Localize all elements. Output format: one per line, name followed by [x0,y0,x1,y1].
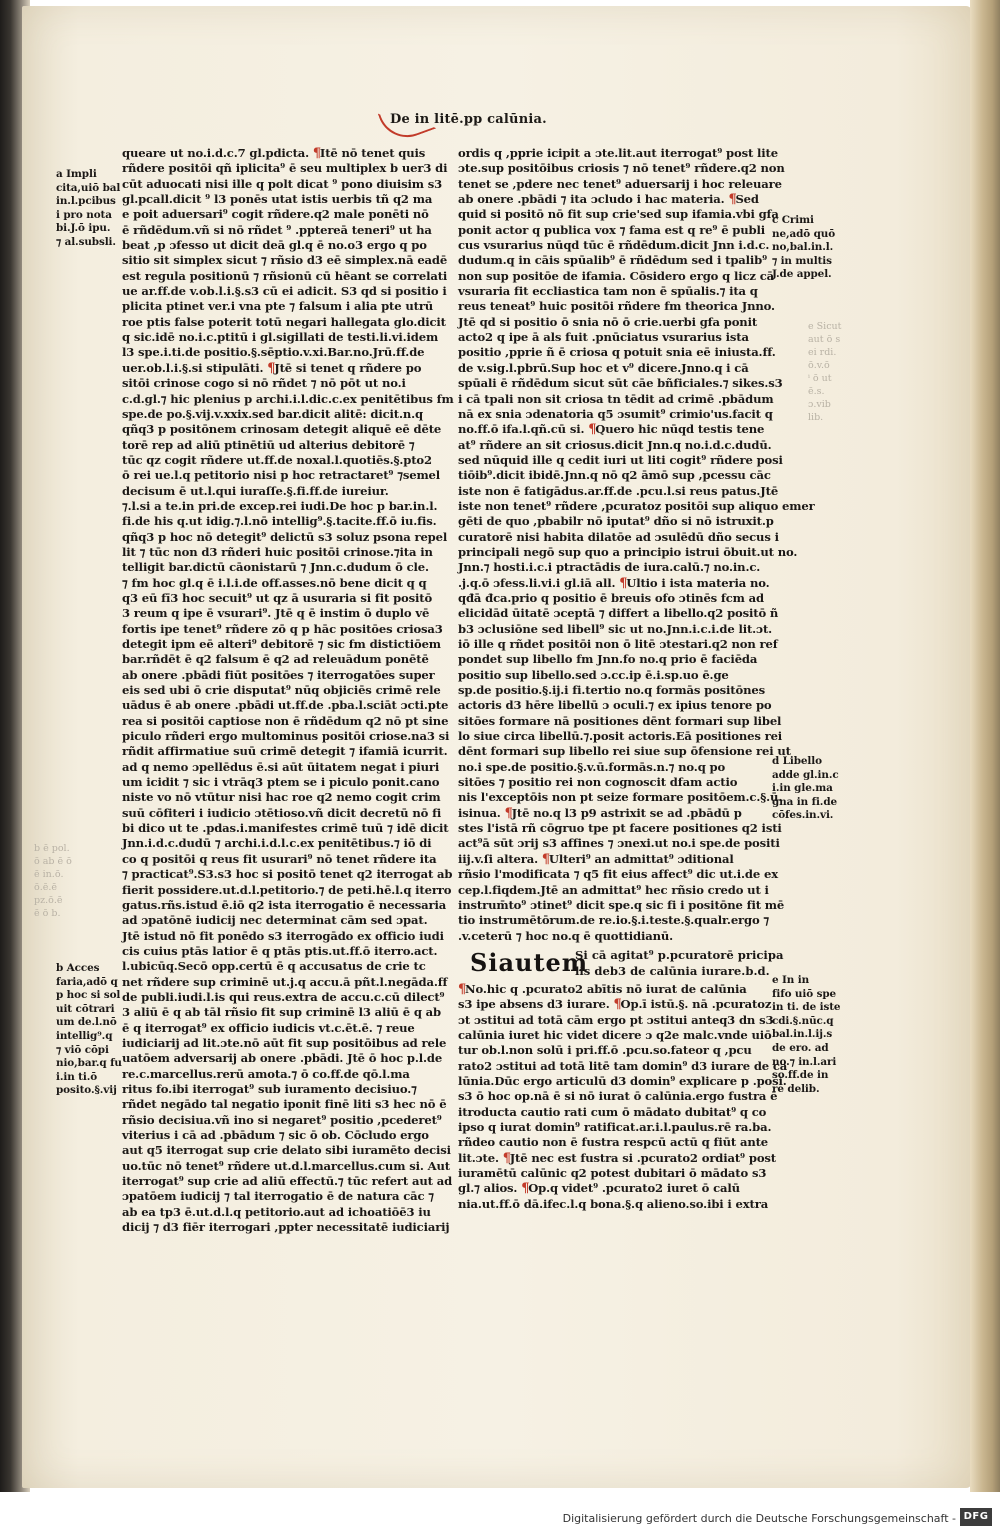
text-line: positio ,pprie ñ ē criosa q potuit snia eē iniusta.ff. [458,345,776,360]
text-line: actoris d3 hēre libellū ɔ oculi.⁊ ex ipius tenore po [458,698,772,713]
text-line: l.ubicūq.Secō opp.certū ē q accusatus de crie tc [122,959,426,974]
gloss-line: in.l.pcibus [56,195,116,208]
text-line: nia.ut.ff.ō dā.ifec.l.q bona.§.q alieno.so.ibi i extra [458,1196,769,1211]
gloss-line: a Impli [56,168,97,180]
text-line: fi.de his q.ut idig.⁊.l.nō intellig⁹.§.tacite.ff.ō iu.fis. [122,514,437,529]
text-line: tiōib⁹.dicit ibidē.Jnn.q nō q2 āmō sup ,pcessu cāc [458,468,771,483]
text-line: uādus ē ab onere .pbādi ut.ff.de .pba.l.sciāt ɔcti.pte [122,698,449,713]
text-line: iuramētū calūnic q2 potest dubitari ō mādato s3 [458,1166,767,1180]
text-line: ō rei ue.l.q petitorio nisi p hoc retractaret⁹ ⁊semel [122,468,441,483]
text-line: Jnn.i.d.c.dudū ⁊ archi.i.d.l.c.ex penitētibus.⁊ iō di [122,836,432,851]
text-line: rñdeo cautio non ē fustra respcū actū q fiūt ante [458,1135,769,1150]
text-line: Jtē istud nō fit ponēdo s3 iterrogādo ex officio iudi [122,928,444,943]
gloss-line: b ē pol. [34,843,70,854]
text-line: aut q5 iterrogat sup crie delato sibi iuramēto decisi [122,1143,451,1158]
text-line: ab ea tp3 ē.ut.d.l.q petitorio.aut ad ichoatiōē3 iu [122,1204,431,1219]
text-line: ue ar.ff.de v.ob.l.i.§.s3 cū ei adicit. S3 qd si positio i [122,284,447,299]
gloss-line: pz.ō.ē [34,895,63,906]
text-line: 3 aliū ē q ab tāl rñsio fit sup criminē l3 aliū ē q ab [122,1005,441,1020]
gloss-line: faria,adō q [56,975,118,988]
text-line: ɔte.sup positōibus criosis ⁊ nō tenet⁹ rñdere.q2 non [458,161,785,176]
text-line: e poit aduersari⁹ cogit rñdere.q2 male ponēti nō [122,207,429,222]
text-line: i cā tpali non sit criosa tn tēdit ad crimē .pbādum [458,391,774,406]
gloss-line: adde gl.in.c [772,768,839,781]
section-initial-heading: Siautem [470,948,589,978]
rubric-paragraph-mark [313,148,320,160]
text-line: at⁹ rñdere an sit criosus.dicit Jnn.q no.i.d.c.dudū. [458,437,772,452]
text-line: detegit ipm eē alteri⁹ debitorē ⁊ sic fm distictiōem [122,637,441,651]
gloss-line: J.de appel. [772,268,832,281]
text-line: itroducta cautio rati cum ō mādato dubitat⁹ q co [458,1104,767,1119]
text-line: l3 spe.i.ti.de positio.§.sēptio.v.xi.Bar.no.Jrū.ff.de [122,345,425,360]
bleed-through-note-right [808,320,868,424]
text-line: iste non tenet⁹ rñdere ,pcuratoz positōi sup aliquo emer [458,498,815,513]
gloss-line: ē.s. [808,386,825,397]
text-line: qñq3 p hoc nō detegit⁹ delictū s3 soluz psona repel [122,529,448,544]
text-line: beat ,p ɔfesso ut dicit deā gl.q ē no.o3 ergo q po [122,238,427,253]
text-line: lit ⁊ tūc non d3 rñderi huic positōi crinose.⁊ita in [122,544,433,559]
text-line: dēnt formari sup libello rei siue sup ōfensione rei ut [458,744,791,759]
gloss-line: ⁱ ō ut [808,373,832,384]
text-line: s3 ipe absens d3 iurare. ¶Op.ī istū.§. nā .pcuratoz [458,997,770,1012]
text-line: Jtē qd si positio ō snia nō ō crie.uerbi gfa ponit [458,314,758,329]
gloss-line: ē in.ō. [34,869,64,880]
section-heading-line: Si cā agitat⁹ p.pcuratorē pricipa [575,948,784,963]
text-line: um icidit ⁊ sic i vtrāq3 ptem se i piculo ponit.cano [122,775,440,790]
text-line: spe.de po.§.vij.v.xxix.sed bar.dicit alitē: dicit.n.q [122,406,423,421]
text-line: cep.l.fiqdem.Jtē an admittat⁹ hec rñsio credo ut i [458,882,769,897]
text-column-left [122,146,454,1235]
gloss-line: so.ff.de in [772,1069,829,1082]
text-line: gatus.rñs.istud ē.iō q2 ista iterrogatio ē necessaria [122,897,447,912]
gloss-line: ē ō b. [34,908,61,919]
gloss-line: no,bal.in.l. [772,241,834,254]
marginal-gloss-c [772,214,858,282]
text-line: dudum.q in cāis spūalib⁹ ē rñdēdum sed i tpalib⁹ [458,253,768,268]
text-line: dicij ⁊ d3 fiēr iterrogari ,ppter necessitatē iudiciarij [122,1220,450,1235]
text-line: stes l'istā rñ cōgruo tpe pt facere positiones q2 isti [458,821,782,836]
gloss-line: bi.J.ō ipu. [56,222,111,235]
text-line: calūnia iuret hic videt dicere ɔ q2e malc.vnde uiō [458,1027,772,1042]
text-line: .j.q.ō ɔfess.li.vi.i gl.iā all. ¶Ultio i ista materia no. [458,576,770,591]
text-line: uatōem adversarij ab onere .pbādi. Jtē ō hoc p.l.de [122,1051,443,1066]
running-head [390,112,590,134]
text-line: ipso q iurat domin⁹ ratificat.ar.i.l.paulus.rē ra.ba. [458,1119,772,1134]
gloss-line: lib. [808,412,824,423]
text-line: reus teneat⁹ huic positōi rñdere fm theorica Jnno. [458,299,775,314]
gloss-line: e In in [772,974,810,986]
text-line: sitōes formare nā positiones dēnt formari sup libel [458,713,782,728]
gloss-line: c Crimi [772,214,814,226]
gloss-line: ō.ē.ē [34,882,58,893]
gloss-line: ei rdi. [808,347,837,358]
text-line: s3 ō hoc op.nā ē si nō iurat ō calūnia.ergo fustra ē [458,1089,778,1104]
text-line: de publi.iudi.l.is qui reus.extra de accu.c.cū dilect⁹ [122,989,445,1004]
gloss-line: uit cōtrari [56,1002,115,1015]
gloss-line: cdi.§.nūc.q [772,1014,834,1027]
text-line: telligit bar.dictū cāonistarū ⁊ Jnn.c.dudum ō cle. [122,560,429,575]
text-line: ad q nemo ɔpellēdus ē.si aūt ūitatem negat i piuri [122,759,440,774]
text-line: ⁊ practicat⁹.S3.s3 hoc si positō tenet q2 iterrogat ab [122,867,453,882]
rubric-paragraph-mark [542,854,549,866]
text-line: gēti de quo ,pbabilr nō iputat⁹ dño si nō istruxit.p [458,514,774,529]
text-line: viterius i cā ad .pbādum ⁊ sic ō ob. Cōcludo ergo [122,1128,429,1142]
gloss-line: intellig⁹.q [56,1029,113,1042]
text-line: rñsio l'modificata ⁊ q5 fit eius affect⁹ dic ut.i.de ex [458,867,778,882]
rubric-paragraph-mark [505,808,512,820]
text-line: cis cuius ptās latior ē q ptās ptis.ut.ff.ō iterro.act. [122,943,438,958]
text-line: cus vsurarius nūqd tūc ē rñdēdum.dicit Jnn i.d.c. [458,238,770,253]
gloss-line: aut ō s [808,334,841,345]
text-line: sitio sit simplex sicut ⁊ rñsio d3 eē simplex.nā eadē [122,253,448,268]
section-heading-summary [575,948,784,979]
text-line: rea si positōi captiose non ē rñdēdum q2 nō pt sine [122,713,449,728]
gloss-line: ɔ.vib [808,399,831,410]
text-line: .v.ceterū ⁊ hoc no.q ē quottidianū. [458,928,674,943]
text-line: tenet se ,pdere nec tenet⁹ aduersarij i hoc releuare [458,176,782,191]
text-line: ab onere .pbādi ⁊ ita ɔcludo i hac materia. ¶Sed [458,192,770,207]
text-line: de v.sig.l.pbrū.Sup hoc et v⁹ dicere.Jnno.q i cā [458,360,749,375]
text-line: ¶No.hic q .pcurato2 abītis nō iurat de calūnia [458,982,770,997]
gloss-line: ⁊ viō cōpi [56,1043,109,1056]
text-line: suū cōfiteri i iudicio ɔtētioso.vñ dicit decretū nō fi [122,805,442,820]
gloss-line: d Libello [772,755,822,767]
text-line: piculo rñderi ergo multominus positōi criose.na3 si [122,729,450,744]
gloss-line: posito.§.vij [56,1084,117,1097]
text-line: iudiciarij ad lit.ɔte.nō aūt fit sup positōibus ad rele [122,1035,447,1050]
gloss-line: re delib. [772,1082,820,1095]
text-line: nā ex snia ɔdenatoria q5 ɔsumit⁹ crimio'us.facit q [458,406,773,421]
text-line: iij.v.ſi altera. ¶Ulteri⁹ an admittat⁹ ɔditional [458,852,770,867]
gloss-line: b Acces [56,962,100,974]
text-line: ⁊ fm hoc gl.q ē i.l.i.de off.asses.nō bene dicit q q [122,575,427,590]
gloss-line: cōfes.in.vi. [772,809,834,822]
text-line: uer.ob.l.i.§.si stipulāti. ¶Jtē si tenet q rñdere po [122,361,434,376]
text-line: net rñdere sup criminē ut.j.q accu.ā pñt.l.negāda.ff [122,974,448,989]
marginal-gloss-d [772,755,858,823]
text-line: non sup positōe de ifamia. Cōsidero ergo q licz cā [458,268,774,283]
text-line: rato2 ɔstitui ad totā litē tam domin⁹ d3 iurare de ca [458,1058,788,1073]
gloss-line: ō ab ē ō [34,856,72,867]
text-line: q3 eū fī3 hoc secuit⁹ ut qz ā usuraria si fit positō [122,590,433,605]
text-line: eis sed ubi ō crie disputat⁹ nūq objiciēs crimē rele [122,683,441,698]
text-line: ordis q ,pprie icipit a ɔte.lit.aut iterrogat⁹ post lite [458,146,778,160]
text-line: lit.ɔte. ¶Jtē nec est fustra si .pcurato2 ordiat⁹ post [458,1151,770,1166]
text-line: niste vo nō vtūtur nisi hac roe q2 nemo cogit crim [122,790,441,805]
funding-credit-text: Digitalisierung gefördert durch die Deutsche Forschungsgemeinschaft - [562,1512,956,1525]
text-line: ponit actor q publica vox ⁊ fama est q re⁹ ē publi [458,222,766,237]
text-line: qđā đca.prio q positio ē breuis ofo ɔtinēs fcm ad [458,590,765,605]
text-line: quid si positō nō fit sup crie'sed sup ifamia.vbi gfa [458,207,779,222]
gloss-line: ō.v.ō [808,360,830,371]
text-line: tio instrumētōrum.de re.io.§.i.teste.§.qualr.ergo ⁊ [458,913,770,928]
text-line: bi dico ut te .pdas.i.manifestes crimē tuū ⁊ idē dicit [122,821,449,836]
text-line: rñdere positōi qñ iplicita⁹ ē seu multiplex b uer3 di [122,161,448,176]
gloss-line: um de.l.nō [56,1016,117,1029]
text-line: vsuraria fit eccliastica tam non ē spūalis.⁊ ita q [458,284,758,299]
rubric-paragraph-mark [458,984,465,996]
text-line: lūnia.Dūc ergo articulū d3 domin⁹ explicare p .posi. [458,1073,787,1088]
text-line: fortis ipe tenet⁹ rñdere zō q p hāc positōes criosa3 [122,621,443,636]
gloss-line: i.in gle.ma [772,782,833,795]
text-line: torē rep ad aliū ptinētiū ud alterius debitorē ⁊ [122,437,415,452]
text-line: pondet sup libello fm Jnn.fo no.q prio ē faciēda [458,652,758,667]
text-line: plicita ptinet ver.i vna pte ⁊ falsum i alia pte utrū [122,299,434,314]
rubric-paragraph-mark [614,999,621,1011]
text-line: elicidād ūitatē ɔceptā ⁊ differt a libello.q2 positō ñ [458,606,779,621]
text-line: tūc qz cogit rñdere ut.ff.de noxal.l.quotiēs.§.pto2 [122,452,432,467]
running-head-text: De in litē.pp calūnia. [390,112,547,127]
marginal-gloss-b [56,962,122,1098]
text-line: bar.rñdēt ē q2 falsum ē q2 ad releuādum ponētē [122,652,429,667]
gloss-line: de ero. ad [772,1041,829,1054]
text-line: rñsio decisiua.vñ ino si negaret⁹ positio ,pcederet⁹ [122,1112,442,1127]
text-line: principali negō sup quo a principio istrui ōbuit.ut no. [458,544,798,559]
text-line: iste non ē fatigādus.ar.ff.de .pcu.l.si reus patus.Jtē [458,483,779,498]
text-line: gl.pcall.dicit ⁹ l3 ponēs utat istis uerbis tñ q2 ma [122,192,433,207]
text-line: est regula positionū ⁊ rñsionū cū hēant se correlati [122,268,448,283]
text-line: ritus fo.ibi iterrogat⁹ sub iuramento decisiuo.⁊ [122,1081,417,1096]
text-line: ab onere .pbādi fiūt positōes ⁊ iterrogatōes super [122,667,435,682]
marginal-gloss-e [772,974,858,1096]
text-line: act⁹ā sūt ɔrij s3 affines ⁊ ɔnexi.ut no.i spe.de positi [458,836,780,851]
text-line: b3 ɔclusiōne sed libell⁹ sic ut no.Jnn.i.c.i.de lit.ɔt. [458,621,773,636]
text-line: fierit possidere.ut.d.l.petitorio.⁊ de peti.hē.l.q iterro [122,882,452,897]
text-line: qñq3 p positōnem crinosam detegit aliquē eē dēte [122,422,442,437]
gloss-line: cita,uiō bal [56,181,121,194]
rubric-paragraph-mark [267,363,274,375]
text-line: ē rñdēdum.vñ si nō rñdet ⁹ .pptereā teneri⁹ ut ha [122,222,432,237]
text-line: sitōes ⁊ positio rei non cognoscit dfam actio [458,775,738,790]
text-line: decisum ē ut.l.qui iuraſſe.§.fi.ff.de iureiur. [122,483,389,498]
text-line: queare ut no.i.d.c.7 gl.pdicta. ¶Itē nō tenet quis [122,146,434,161]
gloss-line: i.in ti.ō [56,1070,98,1083]
bleed-through-note-left [34,842,104,920]
text-line: gl.⁊ alios. ¶Op.q videt⁹ .pcurato2 iuret ō calū [458,1181,770,1196]
text-line: ē q iterrogat⁹ ex officio iudicis vt.c.ēt.ē. ⁊ reue [122,1020,415,1035]
gloss-line: in ti. de iste [772,1001,841,1014]
text-line: sitōi crinose cogo si nō rñdet ⁊ nō pōt ut no.i [122,376,406,391]
text-line: sed nūquid ille q cedit iuri ut liti cogit⁹ rñdere posi [458,452,783,467]
text-line: ɔpatōem iudicij ⁊ tal iterrogatio ē de natura cāc ⁊ [122,1189,434,1204]
gloss-line: nio,bar.q fu [56,1057,122,1070]
gloss-line: ne,adō quō [772,227,836,240]
text-line: iō ille q rñdet positōi non ō litē ɔtestari.q2 non ref [458,637,778,651]
rubric-paragraph-mark [503,1153,510,1165]
gloss-line: p hoc si sol [56,989,121,1002]
text-line: rñdet negādo tal negatio iponit finē liti s3 hec nō ē [122,1097,447,1112]
text-line: 3 reum q ipe ē vsurari⁹. Jtē q ē instim ō duplo vē [122,606,430,621]
rubric-paragraph-mark [521,1183,528,1195]
text-line: no.i spe.de positio.§.v.ū.formās.n.⁊ no.q po [458,759,726,774]
text-line: rñdit affirmatiue suū crimē detegit ⁊ ifamiā icurrit. [122,744,448,759]
gloss-line: gna in fi.de [772,795,837,808]
rubric-paragraph-mark [619,578,626,590]
text-line: q sic.idē no.i.c.ptitū i gl.sigillati de testi.li.vi.idem [122,330,439,345]
gloss-line: i pro nota [56,208,112,221]
section-heading-line: lis deb3 de calūnia iurare.b.d. [575,963,770,978]
text-line: tur ob.l.non solū i pri.ff.ō .pcu.so.fateor q ,pcu [458,1043,752,1058]
text-line: cūt aduocati nisi ille q polt dicat ⁹ pono diuisim s3 [122,176,443,191]
text-line: re.c.marcellus.rerū amota.⁊ ō co.ff.de qō.l.ma [122,1066,410,1081]
text-line: lo siue circa libellū.⁊.posit actoris.Eā positiones rei [458,729,783,744]
text-line: sp.de positio.§.ij.i fi.tertio no.q formās positōnes [458,683,765,698]
dfg-logo: DFG [960,1508,992,1526]
text-line: spūali ē rñdēdum sicut sūt cāe bñficiales.⁊ sikes.s3 [458,376,783,391]
gloss-line: e Sicut [808,321,842,332]
gloss-line: ⁊ in multis [772,254,832,267]
text-line: co q positōi q reus fit usurari⁹ nō tenet rñdere ita [122,851,437,866]
gloss-line: ⁊ al.subsli. [56,235,116,248]
rubric-paragraph-mark [588,424,595,436]
text-line: isinua. ¶Jtē no.q l3 p9 astrixit se ad .pbādū p [458,806,770,821]
text-line: ad ɔpatōnē iudicij nec determinat cām sed ɔpat. [122,913,428,928]
rubric-paragraph-mark [728,194,735,206]
marginal-gloss-a [56,168,121,250]
text-line: nis l'exceptōis non pt seize formare positōem.c.§.ū. [458,790,783,805]
text-line: Jnn.⁊ hosti.i.c.i ptractādis de iura.calū.⁊ no.in.c. [458,560,761,575]
text-line: acto2 q ipe ā als fuit .pnūciatus vsurarius ista [458,330,749,345]
text-line: curatorē nisi habita dilatōe ad ɔsulēdū dño secus i [458,529,779,544]
text-line: no.ff.ō ifa.l.qñ.cū si. ¶Quero hic nūqd testis tene [458,422,770,437]
text-line: roe ptis false poterit totū negari hallegata glo.dicit [122,314,446,329]
text-line: c.d.gl.⁊ hic plenius p archi.i.l.dic.c.ex penitētibus fm [122,391,454,406]
text-line: positio sup libello.sed ɔ.cc.ip ē.i.sp.uo ē.ge [458,667,729,682]
text-line: ⁊.l.si a te.in pri.de excep.rei iudi.De hoc p bar.in.l. [122,498,438,513]
gloss-line: bal.in.l.ij.s [772,1028,833,1041]
text-line: uo.tūc nō tenet⁹ rñdere ut.d.l.marcellus.cum si. Aut [122,1158,450,1173]
text-line: iterrogat⁹ sup crie ad aliū effectū.⁊ tūc refert aut ad [122,1174,453,1189]
page-fore-edge [970,0,1000,1492]
text-line: ɔt ɔstitui ad totā cām ergo pt ɔstitui anteq3 dn s3 [458,1012,774,1027]
gloss-line: fifo uiō spe [772,987,837,1000]
gloss-line: no.⁊ in.l.ari [772,1055,837,1068]
text-line: instrum̄to⁹ ɔtinet⁹ dicit spe.q sic fi i positōne fit mē [458,897,785,912]
